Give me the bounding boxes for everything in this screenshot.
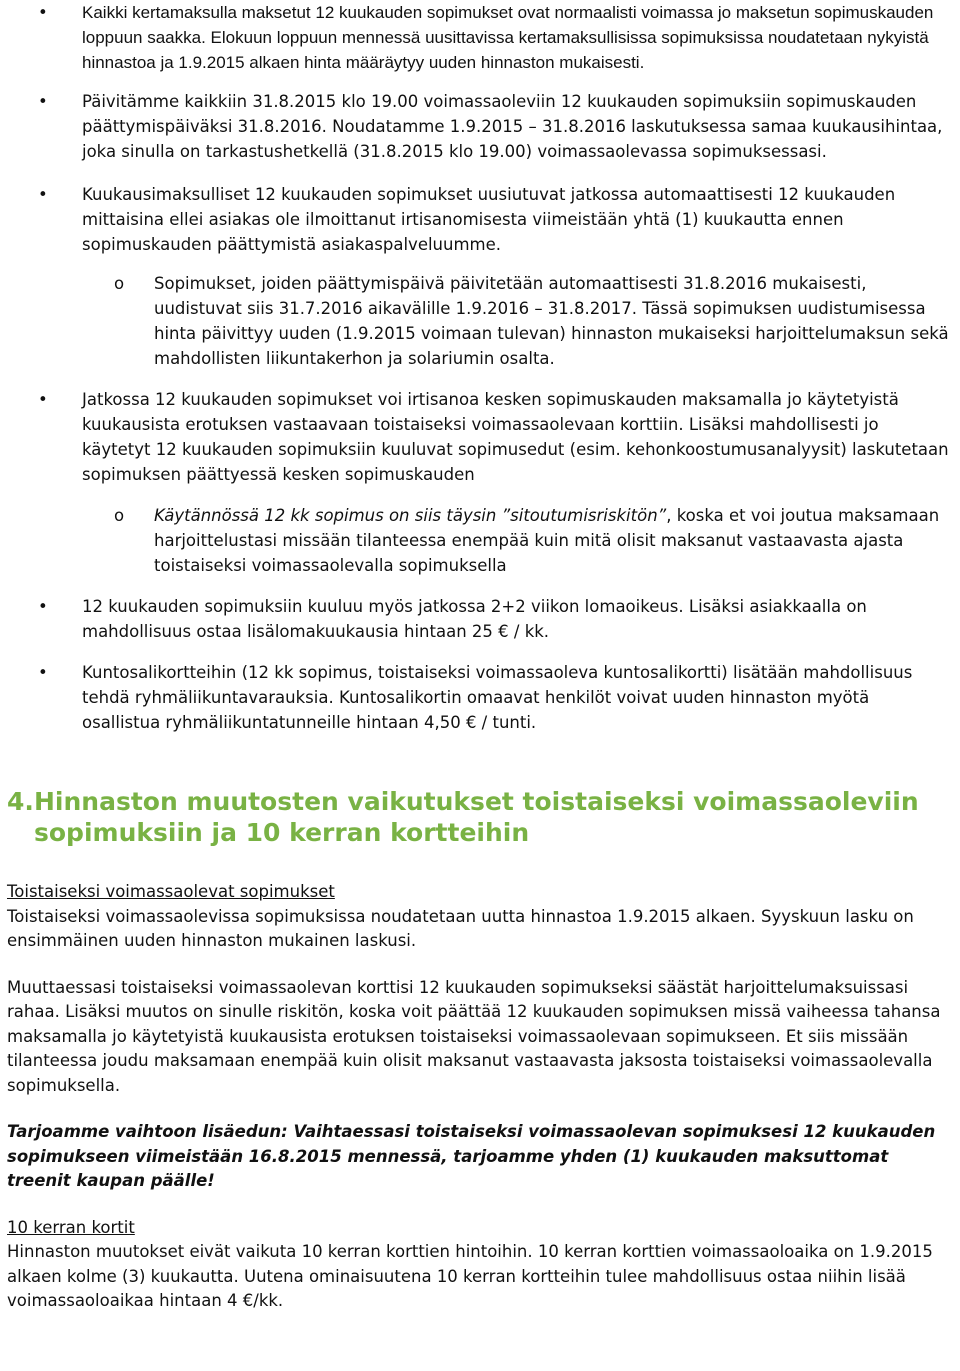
sub-marker: o — [114, 274, 125, 293]
sub-text: Sopimukset, joiden päättymispäivä päivitetään automaattisesti 31.8.2016 mukaisesti, uudistuvat siis 31.7.2016 aikavälille 1.9.2016 – 31.8.2017. Tässä sopimuksen uudistumisessa hinta päivittyy uuden (1.9.2015 voimaan tulevan) hinnaston mukaiseksi harjoittelumaksun sekä mahdollisten liikuntakerhon ja solariumin osalta. — [154, 274, 949, 368]
bullet-item-holiday-right — [0, 594, 960, 644]
bullet-marker: • — [38, 185, 48, 204]
bullet-item-end-date-update — [0, 89, 960, 164]
bullet-marker: • — [38, 92, 48, 111]
bullet-text: Kuntosalikortteihin (12 kk sopimus, toistaiseksi voimassaoleva kuntosalikortti) lisätään mahdollisuus tehdä ryhmäliikuntavarauksia. Kuntosalikortin omaavat henkilöt voivat uuden hinnaston myötä osallistua ryhmäliikuntatunneille hintaan 4,50 € / tunti. — [82, 663, 913, 732]
sub-item-renewal-period — [0, 271, 960, 371]
bullet-marker: • — [38, 597, 48, 616]
sub-item-risk-free — [0, 503, 960, 578]
bullet-marker: • — [38, 3, 48, 22]
paragraph-ongoing-pricing: Toistaiseksi voimassaolevissa sopimuksissa noudatetaan uutta hinnastoa 1.9.2015 alkaen. Syyskuun lasku on ensimmäinen uuden hinnaston mukainen laskusi. — [7, 906, 914, 950]
bullet-item-gym-card — [0, 660, 960, 735]
bullet-item-auto-renewal — [0, 182, 960, 257]
bullet-marker: • — [38, 390, 48, 409]
subheading-ongoing-contracts: Toistaiseksi voimassaolevat sopimukset — [7, 882, 335, 901]
section-title: Hinnaston muutosten vaikutukset toistaiseksi voimassaoleviin sopimuksiin ja 10 kerran kortteihin — [34, 787, 919, 847]
section-heading — [0, 786, 960, 848]
section-number: 4. — [7, 787, 34, 816]
bullet-item-prepaid-contracts — [0, 0, 960, 75]
subheading-ten-visit-cards: 10 kerran kortit — [7, 1217, 135, 1237]
bullet-text: 12 kuukauden sopimuksiin kuuluu myös jatkossa 2+2 viikon lomaoikeus. Lisäksi asiakkaalla on mahdollisuus ostaa lisälomakuukausia hintaan 25 € / kk. — [82, 597, 867, 641]
bullet-text: Jatkossa 12 kuukauden sopimukset voi irtisanoa kesken sopimuskauden maksamalla jo käytetyistä kuukausista erotuksen vastaavaan toistaiseksi voimassaolevaan korttiin. Lisäksi mahdollisesti jo käytetyt 12 kuukauden sopimuksiin kuuluvat sopimusedut (esim. kehonkoostumusanalyysit) laskutetaan sopimuksen päättyessä kesken sopimuskauden — [82, 390, 949, 484]
bullet-marker: • — [38, 663, 48, 682]
bullet-text: Päivitämme kaikkiin 31.8.2015 klo 19.00 voimassaoleviin 12 kuukauden sopimuksiin sopimuskauden päättymispäiväksi 31.8.2016. Noudatamme 1.9.2015 – 31.8.2016 laskutuksessa samaa kuukausihintaa, joka sinulla on tarkastushetkellä (31.8.2015 klo 19.00) voimassaolevassa sopimuksessasi. — [82, 92, 943, 161]
sub-text-emphasis: Käytännössä 12 kk sopimus on siis täysin ”sitoutumisriskitön” — [154, 506, 667, 525]
sub-text: , koska et voi joutua maksamaan harjoittelustasi missään tilanteessa enempää kuin mitä olisit maksanut vastaavasta ajasta toistaiseksi voimassaolevalla sopimuksella — [154, 506, 940, 575]
bullet-text: Kuukausimaksulliset 12 kuukauden sopimukset uusiutuvat jatkossa automaattisesti 12 kuukauden mittaisina ellei asiakas ole ilmoittanut irtisanomisesta viimeistään yhtä (1) kuukautta ennen sopimuskauden päättymistä asiakaspalveluumme. — [82, 185, 896, 254]
sub-marker: o — [114, 506, 125, 525]
bullet-text: Kaikki kertamaksulla maksetut 12 kuukauden sopimukset ovat normaalisti voimassa jo maksetun sopimuskauden loppuun saakka. Elokuun loppuun mennessä uusittavissa kertamaksullisissa sopimuksissa noudatetaan nykyistä hinnastoa ja 1.9.2015 alkaen hinta määräytyy uuden hinnaston mukaisesti. — [82, 3, 934, 72]
bullet-item-cancellation — [0, 387, 960, 487]
paragraph-ten-visit-cards: Hinnaston muutokset eivät vaikuta 10 kerran korttien hintoihin. 10 kerran korttien voimassaoloaika on 1.9.2015 alkaen kolme (3) kuukautta. Uutena ominaisuutena 10 kerran kortteihin tulee mahdollisuus ostaa niihin lisää voimassaoloaikaa hintaan 4 €/kk. — [7, 1242, 933, 1310]
paragraph-switch-benefit: Muuttaessasi toistaiseksi voimassaolevan korttisi 12 kuukauden sopimukseksi säästät harjoittelumaksuissasi rahaa. Lisäksi muutos on sinulle riskitön, koska voit päättää 12 kuukauden sopimuksen missä vaiheessa tahansa maksamalla jo käytetyistä kuukausista erotuksen toistaiseksi voimassaolevaan sopimukseen. Et siis missään tilanteessa joudu maksamaan enempää kuin olisit maksanut vastaavasta jaksosta toistaiseksi voimassaolevalla sopimuksella. — [7, 977, 941, 1095]
paragraph-offer: Tarjoamme vaihtoon lisäedun: Vaihtaessasi toistaiseksi voimassaolevan sopimuksesi 12 kuukauden sopimukseen viimeistään 16.8.2015 mennessä, tarjoamme yhden (1) kuukauden maksuttomat treenit kaupan päälle! — [7, 1122, 936, 1190]
